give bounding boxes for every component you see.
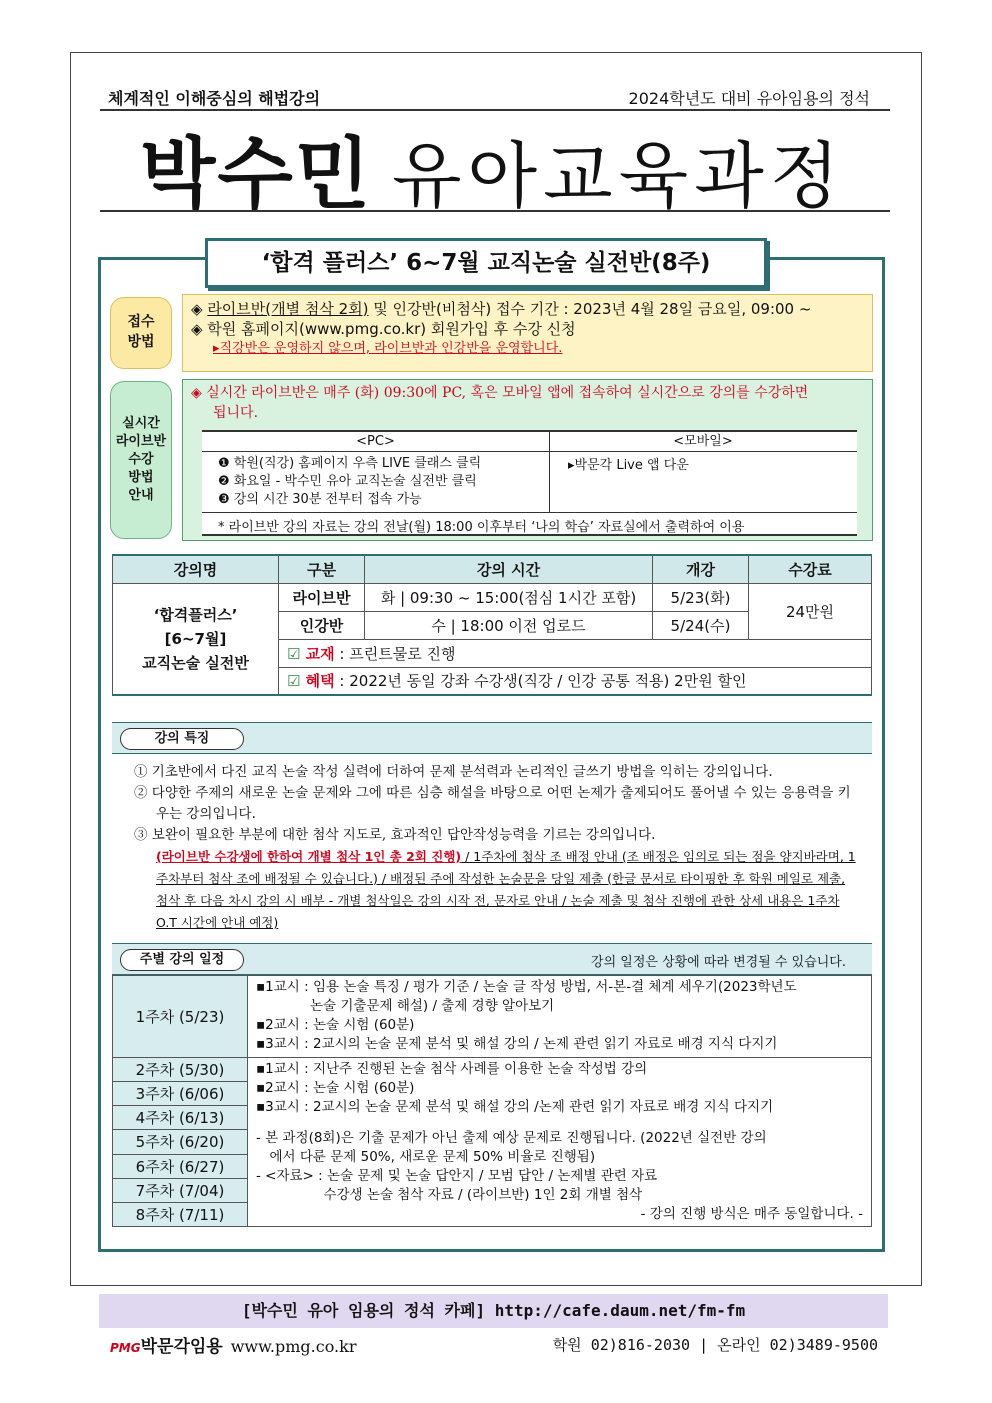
schedule-note: 강의 일정은 상황에 따라 변경될 수 있습니다. (591, 955, 846, 970)
week-cell: 8주차 (7/11) (113, 1202, 248, 1226)
week-cell: 6주차 (6/27) (113, 1154, 248, 1178)
week1-content: ▪1교시 : 임용 논술 특징 / 평가 기준 / 논술 글 작성 방법, 서-본-결 체계 세우기(2023학년도 논술 기출문제 해설) / 출제 경향 알아보기 ▪2교시 : 논술 시험 (60분) ▪3교시 : 2교시의 논술 문제 분석 및 해설 강의 / 논제 관련 읽기 자료로 배경 지식 다지기 (248, 976, 872, 1058)
course-info-table (112, 554, 872, 696)
publisher-logo: PMG박문각임용 www.pmg.co.kr (110, 1337, 357, 1357)
header-left-tagline: 체계적인 이해중심의 해법강의 (108, 89, 321, 108)
week-cell: 3주차 (6/06) (113, 1082, 248, 1106)
site-link[interactable]: www.pmg.co.kr (230, 1337, 357, 1356)
table-cell: 라이브반 (279, 583, 365, 611)
feature-item: ③ 보완이 필요한 부분에 대한 첨삭 지도로, 효과적인 답안작성능력을 기르는 강의입니다. (134, 827, 656, 843)
header-right-tagline: 2024학년도 대비 유아임용의 정석 (628, 89, 870, 108)
table-cell: 5/24(수) (653, 611, 749, 639)
pmg-logo-mark: PMG (110, 1341, 141, 1355)
course-title: ‘합격 플러스’ 6~7월 교직논술 실전반(8주) (205, 238, 767, 288)
week-cell: 5주차 (6/20) (113, 1130, 248, 1154)
week-cell: 2주차 (5/30) (113, 1058, 248, 1082)
col-header: 개강 (653, 555, 749, 583)
live-intro-2: 됩니다. (213, 405, 259, 421)
table-cell: 화 | 09:30 ~ 15:00(점심 1시간 포함) (365, 583, 653, 611)
features-bar (112, 722, 872, 754)
col-header: 강의 시간 (365, 555, 653, 583)
schedule-bar (112, 943, 872, 975)
pc-step: ❸ 강의 시간 30분 전부터 접속 가능 (218, 492, 422, 507)
title-name: 박수민 (140, 130, 373, 220)
registration-line-1: ◈ 라이브반(개별 첨삭 2회) 및 인강반(비첨삭) 접수 기간 : 2023년 4월 28일 금요일, 09:00 ~ (191, 300, 812, 318)
live-intro-1: ◈ 실시간 라이브반은 매주 (화) 09:30에 PC, 혹은 모바일 앱에 접속하여 실시간으로 강의를 수강하면 (191, 385, 809, 401)
registration-tag: 접수 방법 (110, 297, 172, 369)
title-divider (100, 210, 890, 212)
week-cell: 7주차 (7/04) (113, 1178, 248, 1202)
features-title: 강의 특징 (120, 728, 244, 750)
pc-step: ❶ 학원(직강) 홈페이지 우측 LIVE 클래스 클릭 (218, 456, 482, 471)
feature-detail: (라이브반 수강생에 한하여 개별 첨삭 1인 총 2회 진행) / 1주차에 첨삭 조 배정 안내 (조 배정은 임의로 되는 점을 양지바라며, 1주차부터 첨삭 조에 배정될 수 있습니다.) / 배정된 주에 작성한 논술문을 당일 제출 (한글 문서로 타이핑한 후 학원 메일로 제출, 첨삭 후 다음 차시 강의 시 배부 - 개별 첨삭일은 강의 시작 전, 문자로 안내 / 논술 제출 및 첨삭 진행에 관한 상세 내용은 1주차 O.T 시간에 안내 예정) (156, 849, 856, 930)
mobile-header: <모바일> (549, 432, 857, 452)
table-cell: 인강반 (279, 611, 365, 639)
table-cell: 5/23(화) (653, 583, 749, 611)
registration-line-2: ◈ 학원 홈페이지(www.pmg.co.kr) 회원가입 후 수강 신청 (191, 320, 576, 338)
schedule-title: 주별 강의 일정 (120, 949, 244, 971)
pc-step: ❷ 화요일 - 박수민 유아 교직논술 실전반 클릭 (218, 474, 477, 489)
feature-item: ② 다양한 주제의 새로운 논술 문제와 그에 따른 심층 해설을 바탕으로 어떤 논제가 출제되어도 풀어낼 수 있는 응용력을 키우는 강의입니다. (134, 785, 851, 822)
later-weeks-content: ▪1교시 : 지난주 진행된 논술 첨삭 사례를 이용한 논술 작성법 강의 ▪2교시 : 논술 시험 (60분) ▪3교시 : 2교시의 논술 문제 분석 및 해설 강의 /논제 관련 읽기 자료로 배경 지식 다지기 - 본 과정(8회)은 기출 문제가 아닌 출제 예상 문제로 진행됩니다. (2022년 실전반 강의 에서 다룬 문제 50%, 새로운 문제 50% 비율로 진행됨) - <자료> : 논술 문제 및 논술 답안지 / 모범 답안 / 논제별 관련 자료 수강생 논술 첨삭 자료 / (라이브반) 1인 2회 개별 첨삭 - 강의 진행 방식은 매주 동일합니다. - (248, 1058, 872, 1227)
live-note: * 라이브반 강의 자료는 강의 전날(월) 18:00 이후부터 ‘나의 학습’ 자료실에서 출력하여 이용 (202, 512, 857, 538)
feature-item: ① 기초반에서 다진 교직 논술 작성 실력에 더하여 문제 분석력과 논리적인 글쓰기 방법을 익히는 강의입니다. (134, 764, 773, 780)
live-tag: 실시간 라이브반 수강 방법 안내 (110, 381, 172, 539)
pc-header: <PC> (202, 432, 549, 452)
checkbox-icon: ☑ (287, 644, 306, 663)
benefit-row: ☑ 혜택 : 2022년 동일 강좌 수강생(직강 / 인강 공통 적용) 2만원 할인 (279, 667, 872, 695)
col-header: 수강료 (749, 555, 872, 583)
cafe-link[interactable]: [박수민 유아 임용의 정석 카페] http://cafe.daum.net/fm-fm (99, 1294, 888, 1328)
live-device-table (202, 430, 857, 536)
col-header: 구분 (279, 555, 365, 583)
contact-phone: 학원 02)816-2030 | 온라인 02)3489-9500 (552, 1336, 878, 1354)
fee-cell: 24만원 (749, 583, 872, 639)
mobile-step: ▸박문각 Live 앱 다운 (568, 458, 689, 473)
schedule-table (112, 975, 872, 1227)
title-course: 유아교육과정 (392, 134, 846, 218)
course-name-cell: ‘합격플러스’ [6~7월] 교직논술 실전반 (113, 583, 279, 695)
checkbox-icon: ☑ (287, 672, 306, 691)
features-list (134, 762, 859, 934)
table-cell: 수 | 18:00 이전 업로드 (365, 611, 653, 639)
week-cell: 4주차 (6/13) (113, 1106, 248, 1130)
material-row: ☑ 교재 : 프린트물로 진행 (279, 639, 872, 667)
col-header: 강의명 (113, 555, 279, 583)
week-cell: 1주차 (5/23) (113, 976, 248, 1058)
registration-box (182, 294, 873, 372)
registration-line-3: ▸직강반은 운영하지 않으며, 라이브반과 인강반을 운영합니다. (213, 341, 563, 356)
header-divider (100, 109, 890, 111)
